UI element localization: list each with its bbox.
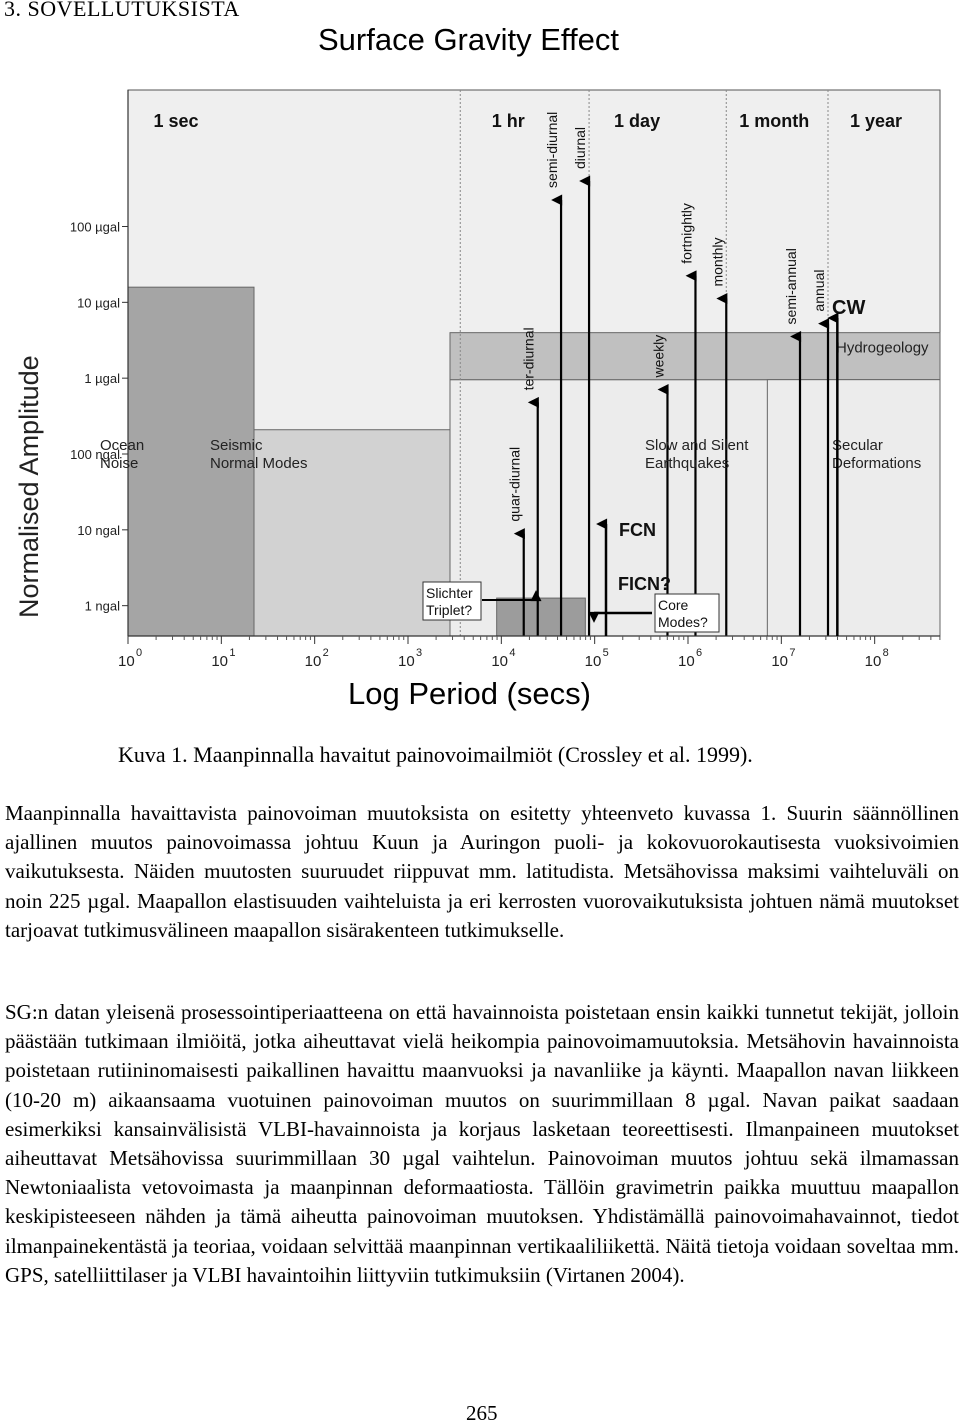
tidal-line-label: fortnightly — [678, 203, 695, 264]
region-5 — [497, 598, 586, 636]
figure-caption: Kuva 1. Maanpinnalla havaitut painovoimailmiöt (Crossley et al. 1999). — [118, 742, 753, 767]
annotation-line: Modes? — [658, 614, 708, 630]
y-tick-label: 1 ngal — [84, 598, 120, 614]
x-tick-label: 10 — [771, 653, 789, 670]
tidal-line-label: weekly — [650, 334, 667, 378]
tidal-line-label: diurnal — [572, 126, 589, 169]
tidal-line-label: monthly — [709, 237, 726, 287]
region-label-line: Secular — [832, 437, 883, 454]
x-tick-label: 10 — [584, 653, 602, 670]
paragraph-2: SG:n datan yleisenä prosessointiperiaatteena on että havainnoista poistetaan ensin kaikki tunnetut tekijät, jolloin päästään tutkimaan ilmiöitä, jotka aiheuttavat vielä heikompia painovoimamuutoksia. Metsähovin havainnoista poistetaan rutiininomaisesti paikallinen havaittu maanvuoksi ja navanliike ja käynti. Maapallon navan liikkeen (10-20 m) aikaansaama vuotuinen painovoiman muutos on suurimmillaan 8 µgal. Navan paikat saadaan esimerkiksi kansainvälisistä VLBI-havainnoista ja korjaus lasketaan teoreettisesti. Ilmanpaineen muutokset aiheuttavat Metsähovissa suurimmillaan 30 µgal vaihtelun. Painovoiman muutos johtuu sekä ilmamassan Newtoniaalista vetovoimasta ja maanpinnan deformaatiosta. Tällöin gravimetrin paikka muuttuu maapallon keskipisteeseen nähden ja tämä aiheutta painovoiman muutoksen. Yhdistämällä painovoimahavainnot, tiedot ilmanpainekentästä ja teoriaa, voidaan selvittää maanpinnan vertikaaliliikettä. Näitä tietoja voidaan soveltaa mm. GPS, satelliittilaser ja VLBI havaintoihin liittyviin tutkimuksiin (Virtanen 2004). — [5, 1000, 959, 1287]
annotation-line: Triplet? — [426, 602, 473, 618]
time-marker-label: 1 day — [614, 111, 661, 131]
region-label-line: Slow and Silent — [645, 437, 749, 454]
x-tick-exponent: 8 — [882, 647, 889, 659]
y-tick-label: 1 µgal — [84, 371, 120, 387]
tidal-line-label: ter-diurnal — [520, 327, 537, 391]
tidal-line-label: annual — [811, 269, 827, 312]
time-marker-label: 1 sec — [153, 111, 199, 131]
x-tick-label: 10 — [864, 653, 882, 670]
time-marker-label: 1 hr — [491, 111, 525, 131]
tidal-line-label: semi-annual — [783, 248, 799, 325]
x-tick-label: 10 — [118, 653, 135, 670]
y-tick-label: 10 µgal — [77, 295, 120, 311]
region-label: Hydrogeology — [836, 339, 929, 357]
gravity-chart — [0, 78, 960, 678]
x-tick-exponent: 6 — [696, 647, 703, 659]
y-axis-label: Normalised Amplitude — [14, 355, 44, 618]
region-4 — [767, 380, 940, 636]
x-axis-label: Log Period (secs) — [348, 676, 591, 711]
x-tick-exponent: 4 — [509, 647, 516, 659]
x-tick-exponent: 0 — [136, 647, 143, 659]
y-tick-label: 100 ngal — [70, 447, 120, 462]
annotation-cw: CW — [832, 297, 866, 319]
x-tick-label: 10 — [211, 653, 229, 670]
region-label-line: Deformations — [832, 455, 922, 472]
x-tick-label: 10 — [398, 653, 415, 670]
x-tick-exponent: 5 — [602, 647, 609, 659]
region-label-line: Ocean — [100, 437, 145, 454]
annotation-line: Slichter — [426, 585, 473, 601]
region-label-line: Seismic — [210, 437, 263, 454]
page-number: 265 — [466, 1401, 498, 1425]
tidal-line-label: semi-diurnal — [544, 111, 561, 188]
x-tick-exponent: 7 — [789, 647, 796, 659]
figure-title: Surface Gravity Effect — [318, 22, 619, 57]
region-label-line: Earthquakes — [645, 455, 730, 472]
time-marker-label: 1 year — [849, 111, 903, 131]
x-tick-exponent: 3 — [416, 647, 423, 659]
x-tick-exponent: 1 — [229, 647, 236, 659]
tidal-line-label: quar-diurnal — [506, 446, 523, 522]
annotation-line: Core — [658, 597, 689, 613]
region-label-line: Normal Modes — [210, 455, 308, 472]
x-tick-label: 10 — [678, 653, 695, 670]
y-tick-label: 10 ngal — [77, 522, 120, 538]
x-tick-label: 10 — [304, 653, 322, 670]
region-label — [100, 437, 144, 472]
region-label-line: Noise — [100, 455, 139, 472]
annotation-slichter — [426, 585, 473, 618]
annotation-ficn: FICN? — [618, 574, 671, 594]
x-tick-label: 10 — [491, 653, 509, 670]
paragraph-1: Maanpinnalla havaittavista painovoiman muutoksista on esitetty yhteenveto kuvassa 1. Suurin säännöllinen ajallinen muutos painovoimassa johtuu Kuun ja Auringon puoli- ja kokovuorokautisesta vuoksivoimien vaikutuksesta. Näiden muutosten suuruudet riippuvat mm. latitudista. Metsähovissa maksimi vaihteluväli on noin 225 µgal. Maapallon elastisuuden vaihteluista ja eri kerrosten vuorovaikutuksista johtuen nämä muutokset tarjoavat tutkimusvälineen maapallon sisärakenteen tutkimukselle. — [5, 801, 959, 942]
y-tick-label: 100 µgal — [69, 219, 120, 235]
section-header: 3. SOVELLUTUKSISTA — [4, 0, 240, 21]
time-marker-label: 1 month — [739, 111, 810, 131]
x-tick-exponent: 2 — [322, 647, 329, 659]
annotation-fcn: FCN — [619, 520, 656, 540]
